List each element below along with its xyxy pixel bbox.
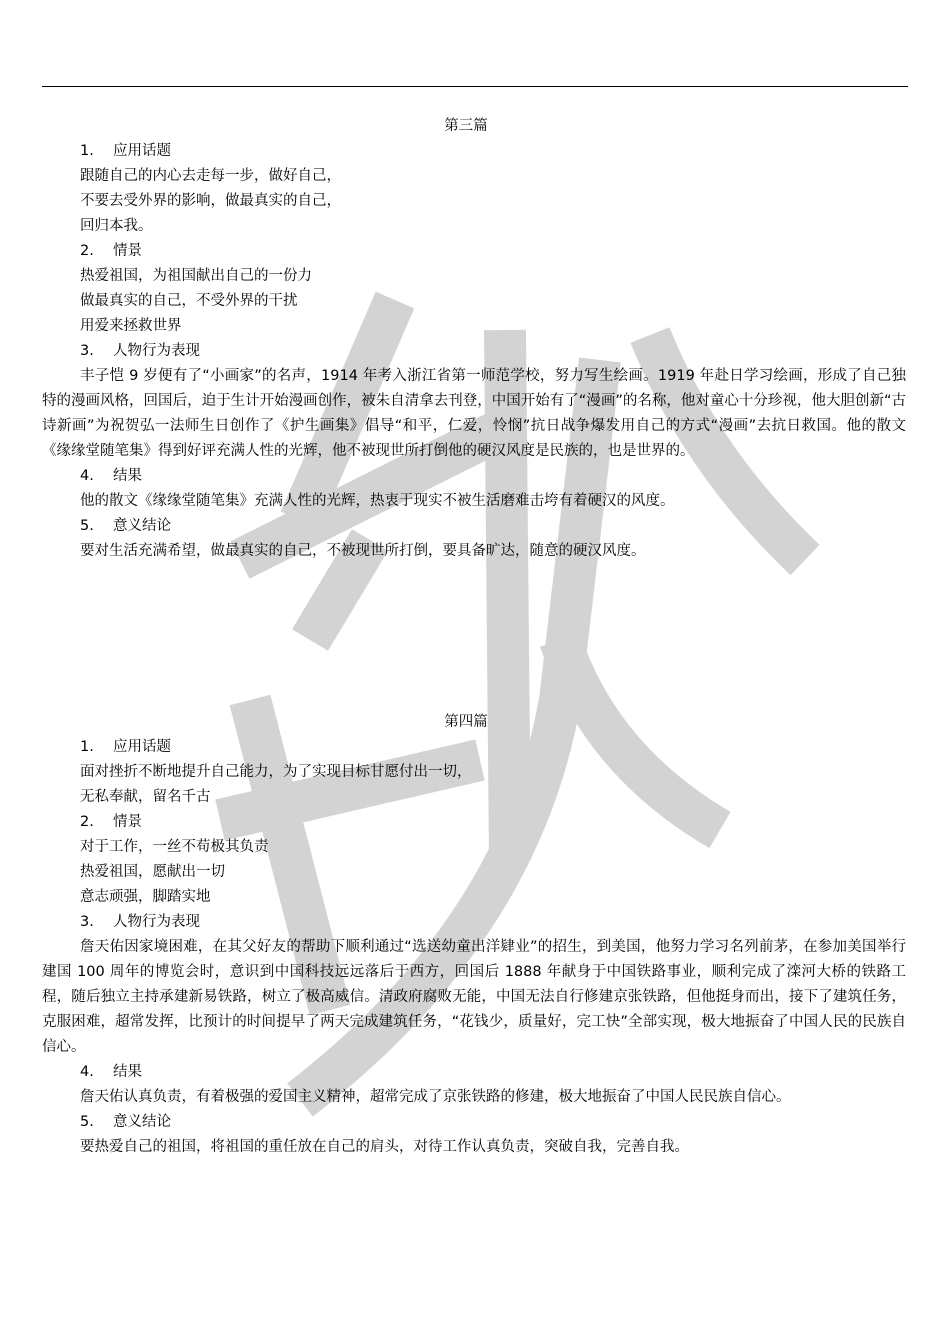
scene-line: 用爱来拯救世界: [80, 318, 182, 334]
heading-number: 4.: [80, 1064, 94, 1080]
heading-label: 应用话题: [113, 739, 171, 755]
heading-result: [80, 464, 906, 489]
heading-label: 情景: [113, 243, 142, 259]
heading-conclusion: [80, 514, 906, 539]
section-title: 第三篇: [444, 118, 488, 134]
topic-line: 不要去受外界的影响，做最真实的自己，: [80, 193, 341, 209]
section-3: [42, 114, 906, 564]
heading-number: 5.: [80, 518, 94, 534]
heading-number: 3.: [80, 914, 94, 930]
topic-line: 回归本我。: [80, 218, 153, 234]
topic-line: 无私奉献，留名千古: [80, 789, 211, 805]
heading-number: 2.: [80, 243, 94, 259]
heading-number: 5.: [80, 1114, 94, 1130]
scene-line: 做最真实的自己，不受外界的干扰: [80, 293, 298, 309]
heading-number: 1.: [80, 739, 94, 755]
heading-result: [80, 1060, 906, 1085]
conclusion-line: 要对生活充满希望，做最真实的自己，不被现世所打倒，要具备旷达，随意的硬汉风度。: [80, 543, 646, 559]
heading-number: 3.: [80, 343, 94, 359]
heading-label: 情景: [113, 814, 142, 830]
heading-label: 结果: [113, 1064, 142, 1080]
heading-label: 意义结论: [113, 518, 171, 534]
heading-label: 意义结论: [113, 1114, 171, 1130]
scene-line: 意志顽强，脚踏实地: [80, 889, 211, 905]
heading-conclusion: [80, 1110, 906, 1135]
heading-scene: [80, 810, 906, 835]
heading-scene: [80, 239, 906, 264]
heading-number: 4.: [80, 468, 94, 484]
section-4: [42, 710, 906, 1160]
heading-label: 人物行为表现: [113, 343, 200, 359]
topic-line: 面对挫折不断地提升自己能力，为了实现目标甘愿付出一切，: [80, 764, 472, 780]
heading-label: 应用话题: [113, 143, 171, 159]
heading-behavior: [80, 910, 906, 935]
heading-topic: [80, 139, 906, 164]
scene-line: 热爱祖国，愿献出一切: [80, 864, 225, 880]
behavior-paragraph: 詹天佑因家境困难，在其父好友的帮助下顺利通过“选送幼童出洋肄业”的招生，到美国，他努力学习名列前茅，在参加美国举行建国 100 周年的博览会时，意识到中国科技远远落后于西方，回国后 1888 年献身于中国铁路事业，顺利完成了滦河大桥的铁路工程，随后独立主持承建新易铁路，树立了极高威信。清政府腐败无能，中国无法自行修建京张铁路，但他挺身而出，接下了建筑任务，克服困难，超常发挥，比预计的时间提早了两天完成建筑任务，“花钱少，质量好，完工快”全部实现，极大地振奋了中国人民的民族自信心。: [42, 939, 906, 1055]
heading-behavior: [80, 339, 906, 364]
heading-label: 结果: [113, 468, 142, 484]
heading-number: 2.: [80, 814, 94, 830]
heading-label: 人物行为表现: [113, 914, 200, 930]
result-line: 他的散文《缘缘堂随笔集》充满人性的光辉，热衷于现实不被生活磨难击垮有着硬汉的风度。: [80, 493, 675, 509]
behavior-paragraph: 丰子恺 9 岁便有了“小画家”的名声，1914 年考入浙江省第一师范学校，努力写生绘画。1919 年赴日学习绘画，形成了自己独特的漫画风格，回国后，迫于生计开始漫画创作，被朱自清拿去刊登，中国开始有了“漫画”的名称，他对童心十分珍视，他大胆创新“古诗新画”为祝贺弘一法师生日创作了《护生画集》倡导“和平，仁爱，怜悯”抗日战争爆发用自己的方式“漫画”去抗日救国。他的散文《缘缘堂随笔集》得到好评充满人性的光辉，他不被现世所打倒他的硬汉风度是民族的，也是世界的。: [42, 368, 906, 459]
result-line: 詹天佑认真负责，有着极强的爱国主义精神，超常完成了京张铁路的修建，极大地振奋了中国人民民族自信心。: [80, 1089, 791, 1105]
heading-number: 1.: [80, 143, 94, 159]
heading-topic: [80, 735, 906, 760]
conclusion-line: 要热爱自己的祖国，将祖国的重任放在自己的肩头，对待工作认真负责，突破自我，完善自我。: [80, 1139, 689, 1155]
scene-line: 热爱祖国，为祖国献出自己的一份力: [80, 268, 312, 284]
topic-line: 跟随自己的内心去走每一步，做好自己，: [80, 168, 341, 184]
scene-line: 对于工作，一丝不苟极其负责: [80, 839, 269, 855]
header-rule: [42, 86, 908, 87]
section-title: 第四篇: [444, 714, 488, 730]
